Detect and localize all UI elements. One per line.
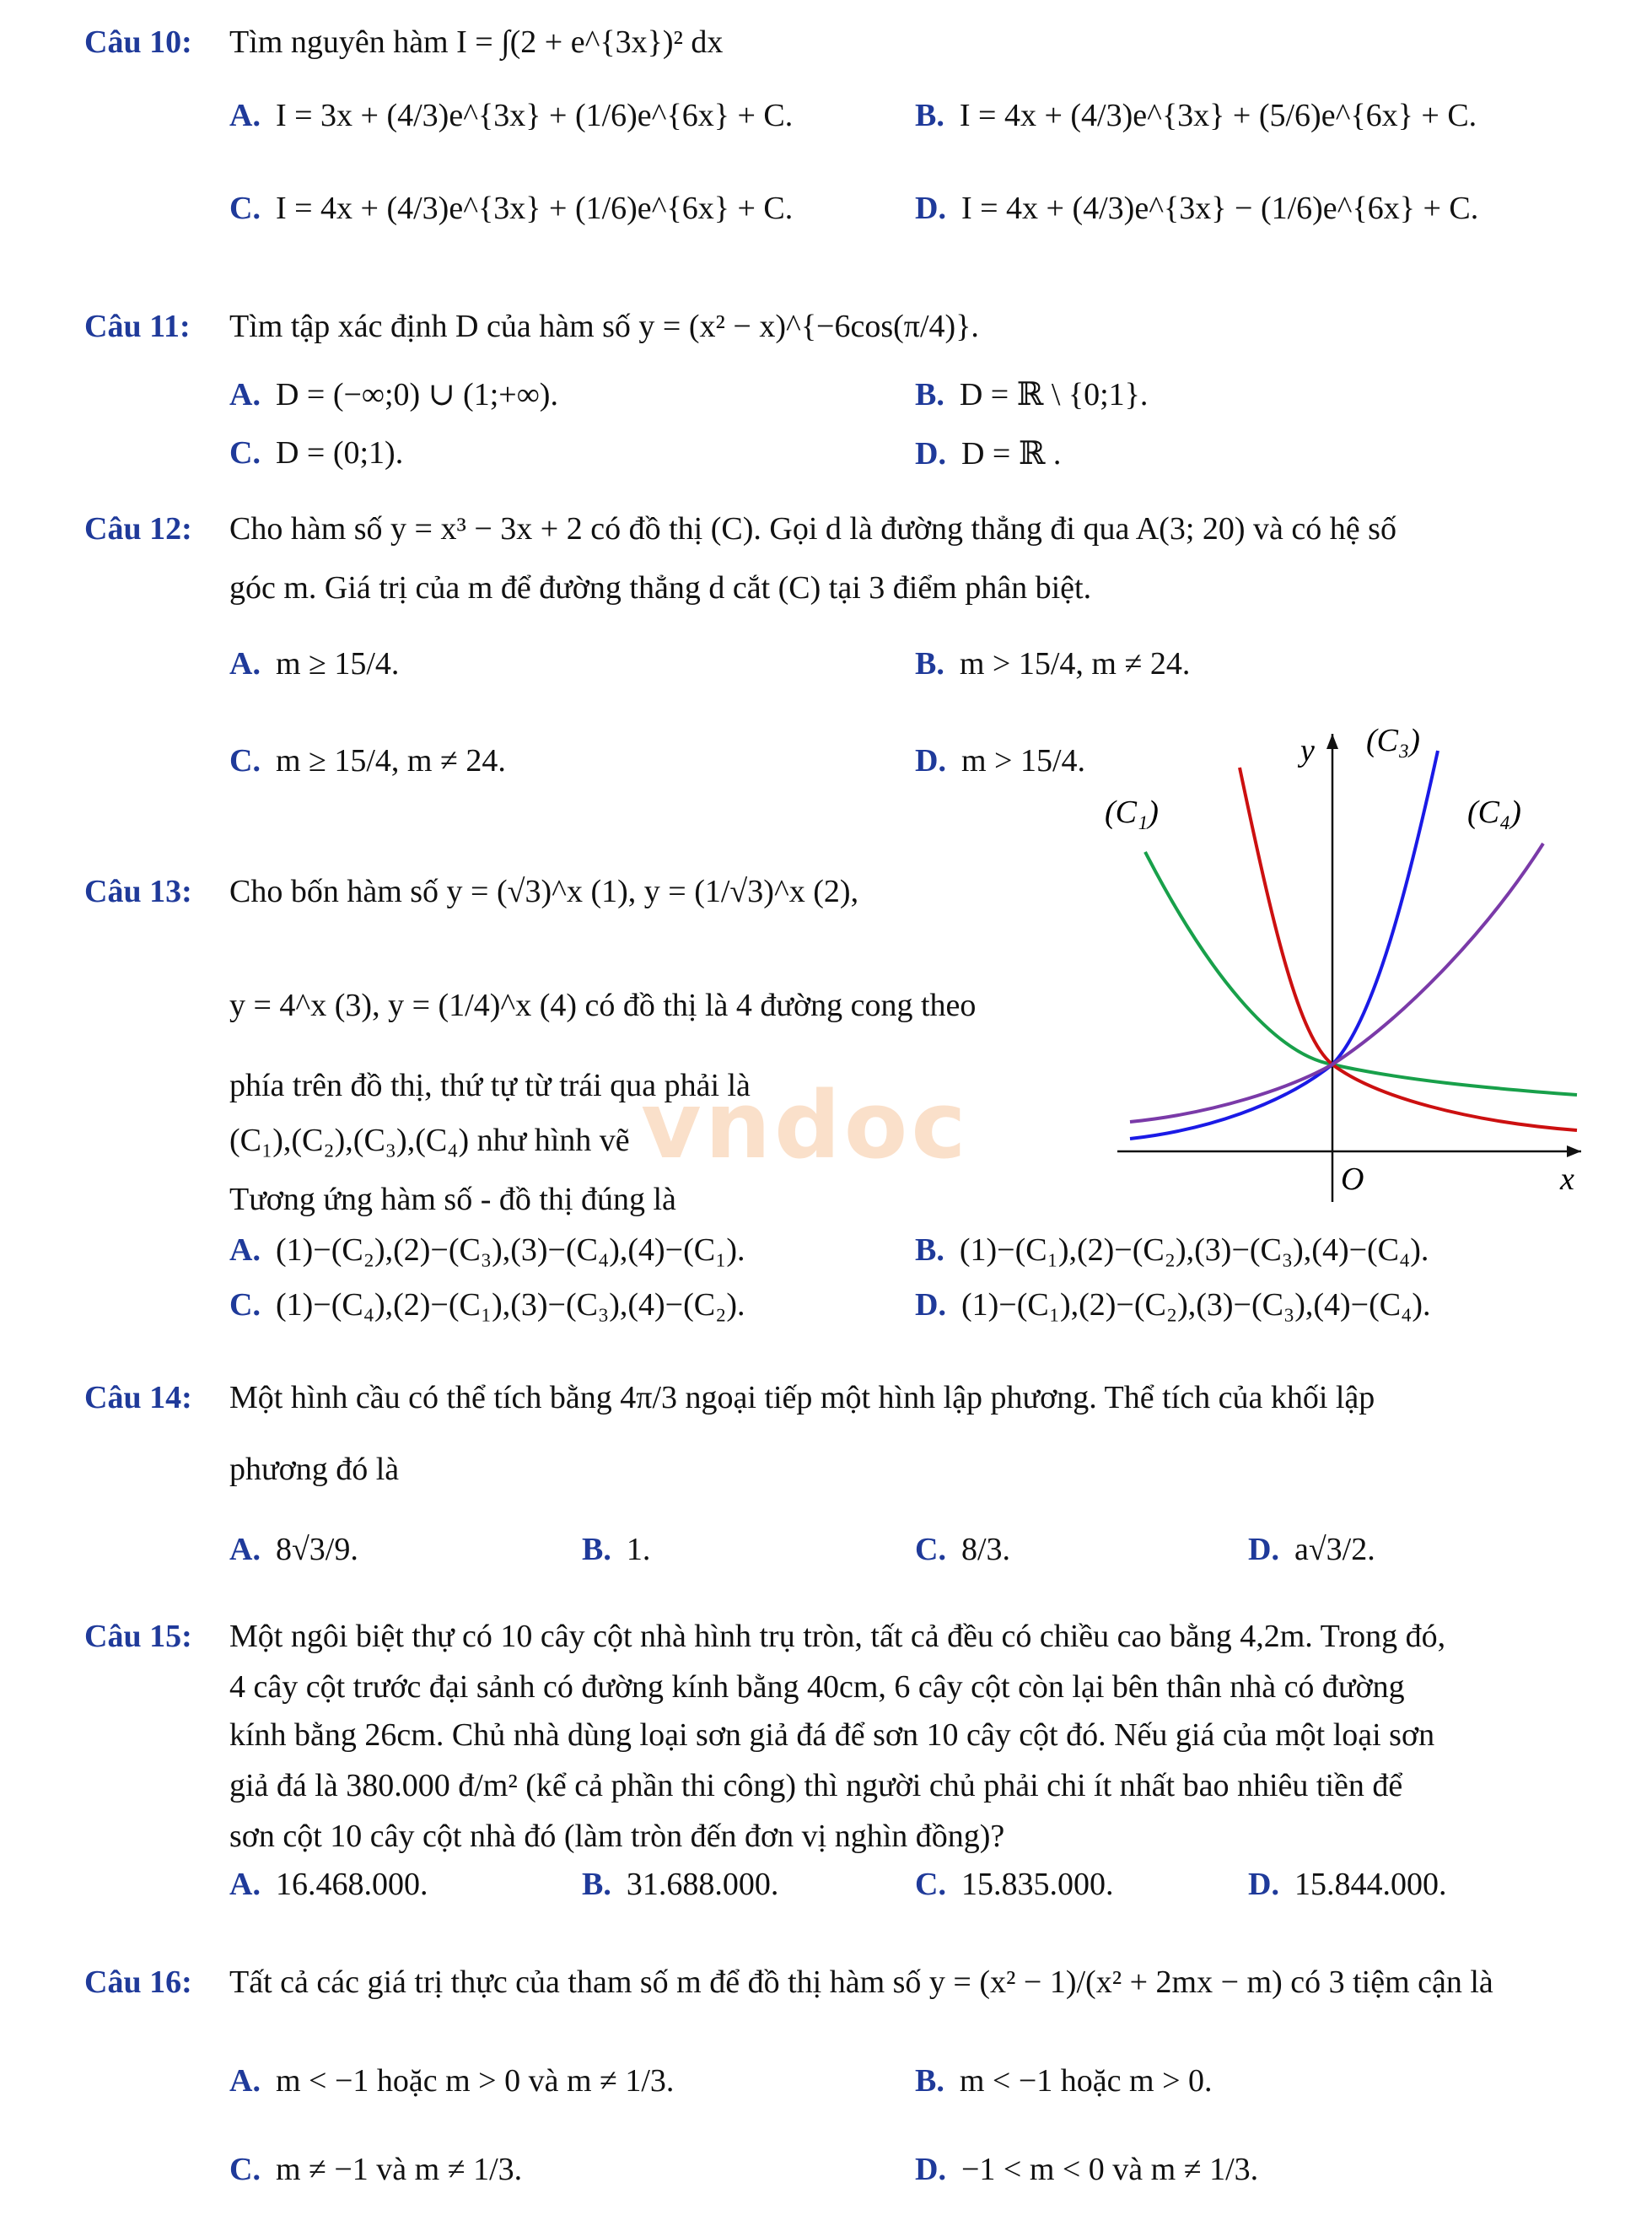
option-label: D. bbox=[1248, 1867, 1279, 1902]
q16-option-b bbox=[915, 2062, 1213, 2099]
option-label: A. bbox=[229, 1532, 261, 1567]
q13-option-d bbox=[915, 1286, 1431, 1323]
question-16-label: Câu 16: bbox=[84, 1964, 192, 2000]
option-text: (1)−(C₂),(2)−(C₃),(3)−(C₄),(4)−(C₁). bbox=[275, 1232, 745, 1268]
question-15-stem-line2: 4 cây cột trước đại sảnh có đường kính bằng 40cm, 6 cây cột còn lại bên thân nhà có đường bbox=[229, 1669, 1405, 1705]
q11-option-c bbox=[229, 434, 403, 472]
option-text: m < −1 hoặc m > 0. bbox=[959, 2063, 1213, 2099]
option-text: D = ℝ \ {0;1}. bbox=[959, 377, 1149, 412]
option-label: C. bbox=[229, 435, 261, 471]
graph-label-c1: (C₁) bbox=[1105, 795, 1159, 830]
option-label: B. bbox=[915, 2063, 944, 2099]
curve-c3 bbox=[1130, 751, 1438, 1139]
option-text: m < −1 hoặc m > 0 và m ≠ 1/3. bbox=[275, 2063, 675, 2099]
question-12-stem-line1: Cho hàm số y = x³ − 3x + 2 có đồ thị (C). Gọi d là đường thẳng đi qua A(3; 20) và có hệ số bbox=[229, 511, 1396, 547]
curve-c4 bbox=[1130, 843, 1543, 1122]
option-text: 31.688.000. bbox=[626, 1867, 779, 1902]
question-13-stem-line1: Cho bốn hàm số y = (√3)^x (1), y = (1/√3)^x (2), bbox=[229, 874, 859, 909]
question-13-stem-line5: Tương ứng hàm số - đồ thị đúng là bbox=[229, 1182, 676, 1217]
option-text: 8√3/9. bbox=[275, 1532, 358, 1567]
exponential-graph bbox=[1105, 717, 1594, 1206]
option-text: I = 3x + (4/3)e^{3x} + (1/6)e^{6x} + C. bbox=[275, 98, 794, 133]
graph-label-c4: (C₄) bbox=[1467, 795, 1521, 830]
y-axis-arrow bbox=[1326, 734, 1338, 749]
option-label: A. bbox=[229, 1867, 261, 1902]
option-label: A. bbox=[229, 1232, 261, 1268]
option-label: A. bbox=[229, 2063, 261, 2099]
option-label: B. bbox=[915, 1232, 944, 1268]
q10-option-d bbox=[915, 190, 1478, 227]
q14-option-d bbox=[1248, 1531, 1375, 1568]
q14-option-b bbox=[582, 1531, 650, 1568]
option-text: 8/3. bbox=[961, 1532, 1011, 1567]
option-text: (1)−(C₄),(2)−(C₁),(3)−(C₃),(4)−(C₂). bbox=[275, 1287, 745, 1323]
q12-option-b bbox=[915, 645, 1190, 682]
q10-option-a bbox=[229, 97, 793, 134]
q11-option-b bbox=[915, 375, 1148, 413]
question-15-stem-line4: giả đá là 380.000 đ/m² (kể cả phần thi công) thì người chủ phải chi ít nhất bao nhiêu tiền để bbox=[229, 1768, 1403, 1803]
graph-label-x: x bbox=[1560, 1161, 1574, 1197]
q12-option-c bbox=[229, 742, 506, 779]
graph-label-c3: (C₃) bbox=[1366, 723, 1420, 758]
option-text: I = 4x + (4/3)e^{3x} + (1/6)e^{6x} + C. bbox=[275, 191, 794, 226]
q15-option-d bbox=[1248, 1866, 1446, 1903]
question-15-stem-line5: sơn cột 10 cây cột nhà đó (làm tròn đến đơn vị nghìn đồng)? bbox=[229, 1819, 1005, 1854]
option-text: I = 4x + (4/3)e^{3x} + (5/6)e^{6x} + C. bbox=[959, 98, 1477, 133]
option-label: B. bbox=[582, 1867, 611, 1902]
option-label: A. bbox=[229, 646, 261, 682]
q11-option-a bbox=[229, 375, 558, 413]
question-11-label: Câu 11: bbox=[84, 309, 191, 344]
option-text: −1 < m < 0 và m ≠ 1/3. bbox=[961, 2152, 1259, 2187]
q12-option-a bbox=[229, 645, 399, 682]
question-13-stem-line3: phía trên đồ thị, thứ tự từ trái qua phải là bbox=[229, 1068, 751, 1103]
q11-option-d bbox=[915, 434, 1061, 472]
option-label: D. bbox=[915, 191, 946, 226]
q14-option-a bbox=[229, 1531, 358, 1568]
option-label: D. bbox=[1248, 1532, 1279, 1567]
q13-option-b bbox=[915, 1231, 1429, 1269]
option-label: C. bbox=[229, 1287, 261, 1323]
option-label: D. bbox=[915, 743, 946, 779]
question-10-label: Câu 10: bbox=[84, 24, 192, 60]
watermark-logo: vndoc bbox=[641, 1071, 970, 1179]
option-text: I = 4x + (4/3)e^{3x} − (1/6)e^{6x} + C. bbox=[961, 191, 1479, 226]
option-label: D. bbox=[915, 1287, 946, 1323]
option-text: (1)−(C₁),(2)−(C₂),(3)−(C₃),(4)−(C₄). bbox=[961, 1287, 1431, 1323]
option-text: D = (−∞;0) ∪ (1;+∞). bbox=[275, 377, 558, 412]
graph-label-origin: O bbox=[1341, 1161, 1364, 1197]
option-label: D. bbox=[915, 2152, 946, 2187]
question-13-stem-line4: (C₁),(C₂),(C₃),(C₄) như hình vẽ bbox=[229, 1123, 630, 1158]
q10-option-b bbox=[915, 97, 1477, 134]
option-text: m ≥ 15/4, m ≠ 24. bbox=[275, 743, 506, 779]
q10-option-c bbox=[229, 190, 793, 227]
q15-option-b bbox=[582, 1866, 778, 1903]
option-text: m > 15/4, m ≠ 24. bbox=[959, 646, 1191, 682]
q16-option-c bbox=[229, 2151, 522, 2188]
q15-option-a bbox=[229, 1866, 428, 1903]
option-label: C. bbox=[229, 743, 261, 779]
option-label: B. bbox=[582, 1532, 611, 1567]
q16-option-d bbox=[915, 2151, 1258, 2188]
q16-option-a bbox=[229, 2062, 674, 2099]
question-16-stem: Tất cả các giá trị thực của tham số m để đồ thị hàm số y = (x² − 1)/(x² + 2mx − m) có 3 tiệm cận là bbox=[229, 1964, 1493, 2000]
option-label: B. bbox=[915, 646, 944, 682]
option-text: m ≠ −1 và m ≠ 1/3. bbox=[275, 2152, 523, 2187]
option-text: 16.468.000. bbox=[275, 1867, 428, 1902]
q14-option-c bbox=[915, 1531, 1010, 1568]
option-label: A. bbox=[229, 98, 261, 133]
q13-option-a bbox=[229, 1231, 745, 1269]
option-text: D = (0;1). bbox=[275, 435, 404, 471]
question-12-stem-line2: góc m. Giá trị của m để đường thẳng d cắt (C) tại 3 điểm phân biệt. bbox=[229, 570, 1092, 606]
question-15-stem-line3: kính bằng 26cm. Chủ nhà dùng loại sơn giả đá để sơn 10 cây cột đó. Nếu giá của một loại sơn bbox=[229, 1717, 1435, 1753]
question-13-stem-line2: y = 4^x (3), y = (1/4)^x (4) có đồ thị là 4 đường cong theo bbox=[229, 988, 977, 1023]
q13-option-c bbox=[229, 1286, 745, 1323]
option-text: 15.835.000. bbox=[961, 1867, 1114, 1902]
option-text: m > 15/4. bbox=[961, 743, 1085, 779]
question-15-stem-line1: Một ngôi biệt thự có 10 cây cột nhà hình trụ tròn, tất cả đều có chiều cao bằng 4,2m. Trong đó, bbox=[229, 1619, 1446, 1654]
q15-option-c bbox=[915, 1866, 1113, 1903]
option-label: C. bbox=[229, 2152, 261, 2187]
question-14-label: Câu 14: bbox=[84, 1380, 192, 1415]
curve-c2 bbox=[1240, 768, 1577, 1130]
question-12-label: Câu 12: bbox=[84, 511, 192, 547]
option-label: A. bbox=[229, 377, 261, 412]
x-axis-arrow bbox=[1567, 1145, 1581, 1157]
question-13-label: Câu 13: bbox=[84, 874, 192, 909]
option-text: a√3/2. bbox=[1294, 1532, 1375, 1567]
q12-option-d bbox=[915, 742, 1085, 779]
option-text: 1. bbox=[626, 1532, 651, 1567]
option-text: 15.844.000. bbox=[1294, 1867, 1447, 1902]
question-14-stem-line1: Một hình cầu có thể tích bằng 4π/3 ngoại tiếp một hình lập phương. Thể tích của khối lập bbox=[229, 1380, 1375, 1415]
option-text: (1)−(C₁),(2)−(C₂),(3)−(C₃),(4)−(C₄). bbox=[959, 1232, 1429, 1268]
option-text: m ≥ 15/4. bbox=[275, 646, 400, 682]
graph-label-y: y bbox=[1300, 733, 1315, 768]
question-15-label: Câu 15: bbox=[84, 1619, 192, 1654]
option-label: C. bbox=[915, 1867, 946, 1902]
option-label: B. bbox=[915, 377, 944, 412]
option-label: B. bbox=[915, 98, 944, 133]
option-label: C. bbox=[229, 191, 261, 226]
option-text: D = ℝ . bbox=[961, 436, 1062, 472]
question-14-stem-line2: phương đó là bbox=[229, 1452, 400, 1487]
option-label: D. bbox=[915, 436, 946, 472]
question-11-stem: Tìm tập xác định D của hàm số y = (x² − x)^{−6cos(π/4)}. bbox=[229, 309, 979, 344]
option-label: C. bbox=[915, 1532, 946, 1567]
question-10-stem: Tìm nguyên hàm I = ∫(2 + e^{3x})² dx bbox=[229, 24, 724, 60]
